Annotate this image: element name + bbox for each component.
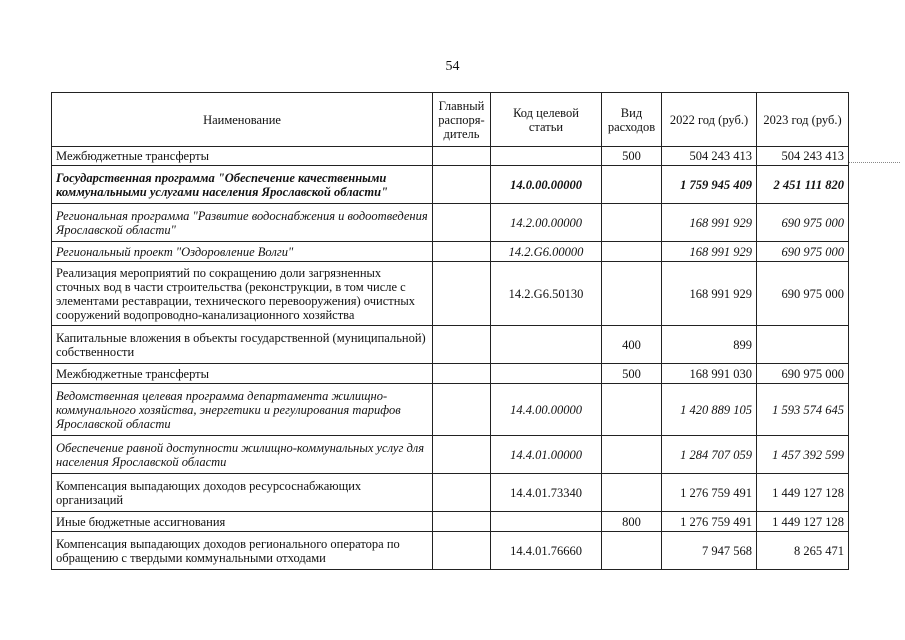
row-amount-2023: 1 457 392 599 [757,436,849,474]
row-amount-2022: 168 991 929 [662,262,757,326]
row-name: Реализация мероприятий по сокращению доли загрязненных сточных вод в части строительства (реконструкции, в том числе с элементами реставрации, технического перевооружения) очистных сооружений водопроводно-канализационного хозяйства [52,262,433,326]
row-code: 14.4.01.76660 [491,532,602,570]
row-amount-2022: 1 276 759 491 [662,474,757,512]
row-admin [433,364,491,384]
row-admin [433,166,491,204]
row-amount-2023: 690 975 000 [757,262,849,326]
row-amount-2023: 1 593 574 645 [757,384,849,436]
row-kind: 400 [602,326,662,364]
row-name: Региональная программа "Развитие водоснабжения и водоотведения Ярославской области" [52,204,433,242]
row-kind: 800 [602,512,662,532]
row-admin [433,474,491,512]
row-code [491,512,602,532]
row-amount-2022: 168 991 929 [662,242,757,262]
row-code: 14.2.00.00000 [491,204,602,242]
row-amount-2023: 1 449 127 128 [757,512,849,532]
row-amount-2022: 7 947 568 [662,532,757,570]
row-name: Государственная программа "Обеспечение качественными коммунальными услугами населения Ярославской области" [52,166,433,204]
row-amount-2023: 690 975 000 [757,204,849,242]
row-amount-2022: 168 991 929 [662,204,757,242]
row-amount-2023: 1 449 127 128 [757,474,849,512]
table-row [52,364,849,384]
row-code: 14.2.G6.00000 [491,242,602,262]
row-code: 14.0.00.00000 [491,166,602,204]
row-name: Капитальные вложения в объекты государственной (муниципальной) собственности [52,326,433,364]
row-name: Межбюджетные трансферты [52,364,433,384]
row-kind [602,242,662,262]
table-row [52,204,849,242]
row-amount-2022: 1 759 945 409 [662,166,757,204]
row-code [491,364,602,384]
table-row [52,242,849,262]
row-code: 14.4.00.00000 [491,384,602,436]
header-name: Наименование [52,93,433,147]
row-code [491,326,602,364]
row-name: Обеспечение равной доступности жилищно-коммунальных услуг для населения Ярославской области [52,436,433,474]
row-name: Иные бюджетные ассигнования [52,512,433,532]
row-amount-2022: 504 243 413 [662,147,757,166]
row-code: 14.2.G6.50130 [491,262,602,326]
row-kind [602,474,662,512]
row-name: Межбюджетные трансферты [52,147,433,166]
table-row [52,326,849,364]
row-name: Региональный проект "Оздоровление Волги" [52,242,433,262]
row-kind [602,436,662,474]
row-amount-2022: 1 284 707 059 [662,436,757,474]
table-body [52,147,849,570]
budget-table [51,92,849,570]
header-admin: Главный распоря-дитель [433,93,491,147]
row-kind [602,262,662,326]
row-admin [433,326,491,364]
table-row [52,532,849,570]
row-code: 14.4.01.73340 [491,474,602,512]
table-row [52,262,849,326]
row-name: Компенсация выпадающих доходов ресурсоснабжающих организаций [52,474,433,512]
row-amount-2023: 504 243 413 [757,147,849,166]
row-amount-2023: 690 975 000 [757,364,849,384]
row-amount-2022: 168 991 030 [662,364,757,384]
row-amount-2022: 899 [662,326,757,364]
table-row [52,512,849,532]
row-kind [602,204,662,242]
table-row [52,147,849,166]
row-amount-2023: 8 265 471 [757,532,849,570]
row-admin [433,512,491,532]
row-amount-2022: 1 420 889 105 [662,384,757,436]
row-admin [433,384,491,436]
row-code [491,147,602,166]
header-code: Код целевой статьи [491,93,602,147]
row-kind: 500 [602,147,662,166]
header-kind: Вид расходов [602,93,662,147]
dotted-leader-line [848,162,900,163]
row-admin [433,436,491,474]
table-row [52,166,849,204]
row-admin [433,204,491,242]
table-header-row [52,93,849,147]
row-admin [433,242,491,262]
page-number: 54 [445,59,460,74]
row-admin [433,147,491,166]
row-kind [602,532,662,570]
row-name: Ведомственная целевая программа департамента жилищно-коммунального хозяйства, энергетики и регулирования тарифов Ярославской области [52,384,433,436]
row-code: 14.4.01.00000 [491,436,602,474]
row-kind [602,384,662,436]
table-row [52,474,849,512]
row-kind [602,166,662,204]
row-kind: 500 [602,364,662,384]
header-2022: 2022 год (руб.) [662,93,757,147]
row-name: Компенсация выпадающих доходов регионального оператора по обращению с твердыми коммунальными отходами [52,532,433,570]
row-amount-2023: 690 975 000 [757,242,849,262]
header-2023: 2023 год (руб.) [757,93,849,147]
row-admin [433,262,491,326]
row-amount-2023: 2 451 111 820 [757,166,849,204]
row-amount-2022: 1 276 759 491 [662,512,757,532]
table-row [52,436,849,474]
table-row [52,384,849,436]
row-amount-2023 [757,326,849,364]
row-admin [433,532,491,570]
